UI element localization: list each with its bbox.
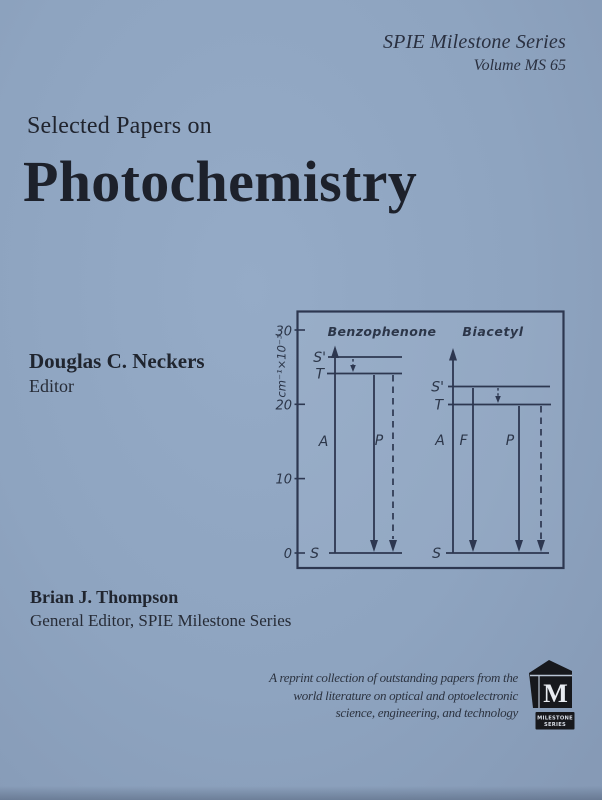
biacetyl-title: Biacetyl [462,324,524,339]
general-editor-block [30,587,291,631]
series-volume: Volume MS 65 [473,57,566,74]
figure-frame [298,312,564,569]
y-tick-0: 0 [283,547,292,562]
editor-role: Editor [29,376,74,396]
y-tick-20: 20 [275,398,292,414]
page-bottom-shadow [0,786,602,800]
y-axis-label: cm⁻¹×10⁻³ [274,334,289,398]
benzophenone-t-label: T [315,366,324,383]
milestone-series-logo [527,660,575,732]
biacetyl-a-label: A [435,433,445,449]
y-tick-10: 10 [275,472,292,488]
cover-subtitle: Selected Papers on [27,113,212,139]
series-block [383,31,566,75]
series-title: SPIE Milestone Series [382,31,566,53]
general-editor-role: General Editor, SPIE Milestone Series [30,611,292,630]
biacetyl-f-label: F [459,433,468,449]
benzophenone-s-prime-label: S' [313,350,326,366]
benzophenone-p-label: P [374,433,384,449]
tagline [269,669,518,722]
tagline-line-2: world literature on optical and optoelectronic [293,687,518,703]
general-editor-name: Brian J. Thompson [30,587,179,607]
tagline-line-3: science, engineering, and technology [335,705,518,721]
benzophenone-a-label: A [318,434,329,450]
biacetyl-s-prime-label: S' [431,379,444,396]
biacetyl-s-label: S [432,546,441,562]
energy-level-diagram [260,298,582,586]
milestone-logo-letter: M [543,679,568,708]
y-tick-30: 30 [275,324,292,340]
editor-name: Douglas C. Neckers [29,349,205,373]
milestone-caption-line-1: MILESTONE [537,715,573,722]
editor-block [29,349,205,397]
biacetyl-t-label: T [434,397,443,414]
benzophenone-title: Benzophenone [327,324,437,339]
cover-title: Photochemistry [23,149,418,214]
biacetyl-p-label: P [505,433,515,449]
milestone-caption-line-2: SERIES [544,722,566,729]
tagline-line-1: A reprint collection of outstanding papers from the [269,670,518,685]
benzophenone-s-label: S [310,546,319,562]
